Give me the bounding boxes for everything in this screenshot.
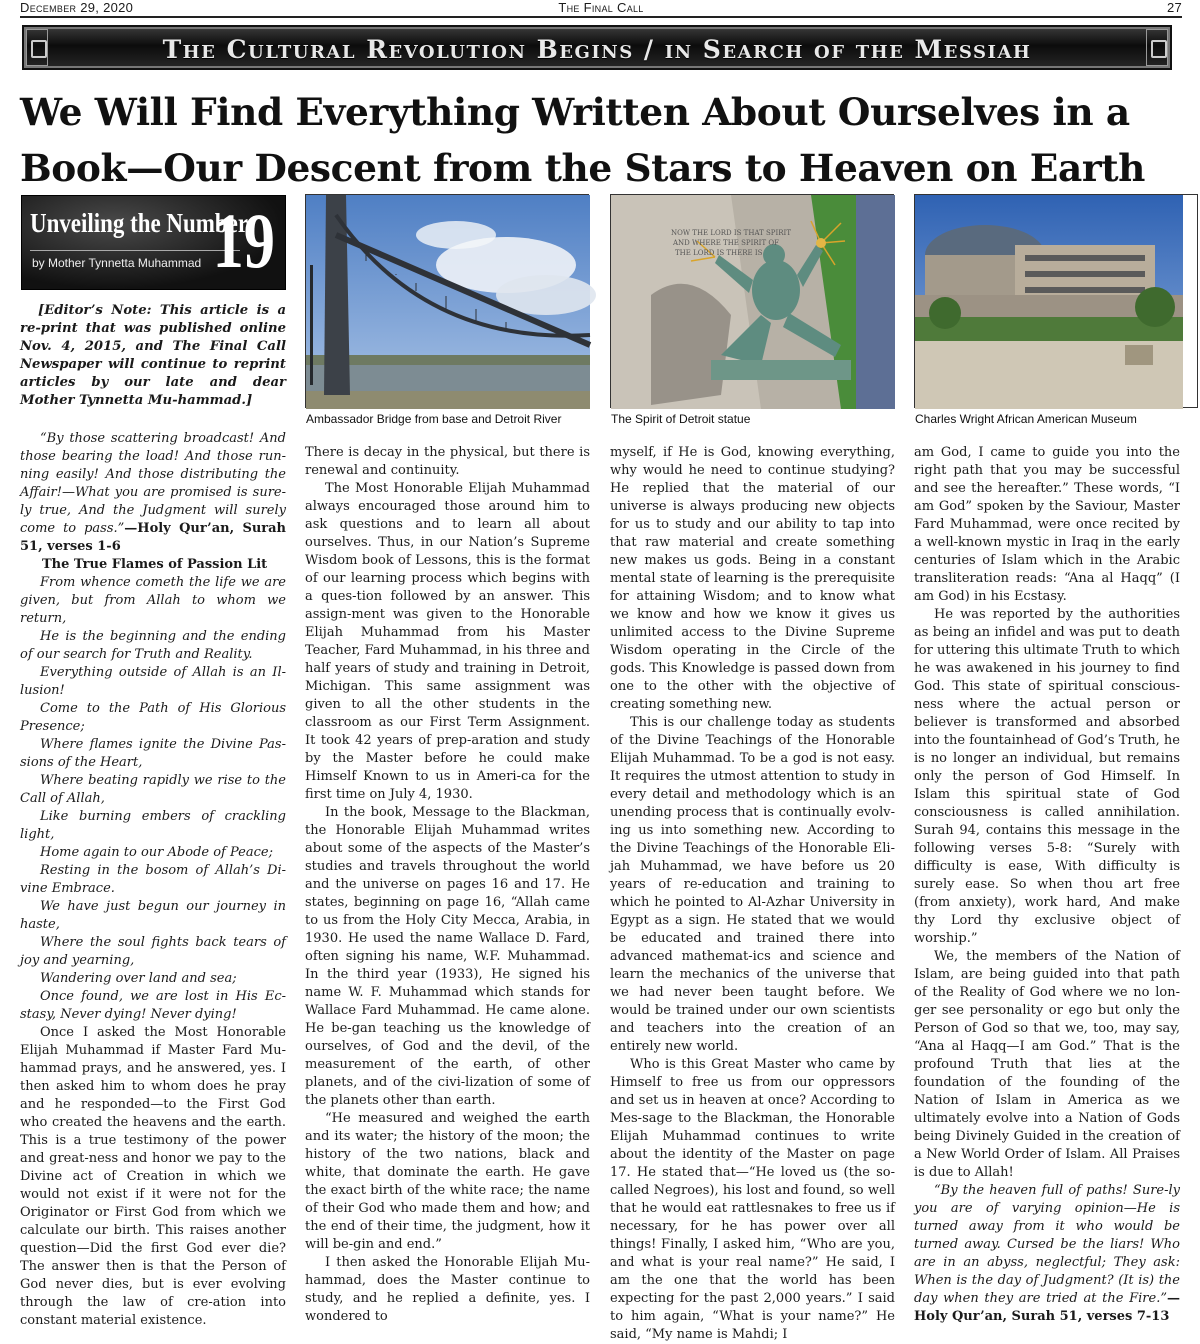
article-column-4 — [914, 444, 1180, 1326]
statue-photo-caption: The Spirit of Detroit statue — [611, 412, 751, 426]
closing-quote-source: —Holy Qur’an, Surah 51, verses 7-13 — [914, 1291, 1180, 1324]
opening-quote-source: —Holy Qur’an, Surah 51, verses 1-6 — [20, 521, 287, 554]
poem — [20, 574, 286, 1024]
poem-line: Resting in the bosom of Allah’s Di-vine Embrace. — [20, 863, 286, 896]
poem-line: Wandering over land and sea; — [40, 971, 237, 986]
newspaper-name: The Final Call — [558, 0, 644, 15]
poem-line: Home again to our Abode of Peace; — [40, 845, 273, 860]
body-paragraph: There is decay in the physical, but there is renewal and continuity. — [305, 445, 590, 478]
poem-line: Come to the Path of His Glorious Presence; — [20, 701, 286, 734]
svg-text:THE LORD IS THERE IS: THE LORD IS THERE IS — [675, 249, 763, 257]
poem-line: From whence cometh the life we are given, but from Allah to whom we return, — [20, 575, 286, 626]
body-paragraph: Who is this Great Master who came by Himself to free us from our oppressors and set us in heaven at once? According to Mes-sage to the Blackman, the Honorable Elijah Muhammad continues to write about the identity of the Master on page 17. He stated that—“He loved us (the so-called Negroes), his lost and found, so well that he would eat rattlesnakes to free us if necessary, for he has power over all things! Finally, I asked him, “Who are you, and what is your real name?” He said, I am the one that the world has been expecting for the past 2,000 years.” I said to him again, “What is your name?” He said, “My name is Mahdi; I — [610, 1057, 895, 1342]
closing-quote-text: “By the heaven full of paths! Sure-ly you are of varying opinion—He is turned away from it who would be turned away. Cursed be the liars! Who are in an abyss, neglectful; They ask: When is the day of Judgment? (It is) the day when they are tried at the Fire.” — [914, 1183, 1180, 1306]
body-paragraph: The Most Honorable Elijah Muhammad always encouraged those around him to ask questions and to learn all about ourselves. Thus, in our Nation’s Supreme Wisdom book of Lessons, this is the format of our learning process which begins with a ques-tion followed by an answer. This assign-ment was given to the Honorable Elijah Muhammad from his Master Teacher, Fard Muhammad, in his three and half years of study and training in Detroit, Michigan. This same assignment was given to all the other students in the classroom as our First Term Assignment. It took 42 years of prep-aration and study by the Master before he could make Himself Known to us in Ameri-ca for the first time on July 4, 1930. — [305, 481, 590, 802]
closing-quote — [914, 1182, 1180, 1326]
editors-note: [Editor’s Note: This article is a re-print that was published online Nov. 4, 2015, and The Final Call Newspaper will continue to reprint articles by our late and dear Mother Tynnetta Mu-hammad.] — [20, 303, 286, 408]
column-logo-title: Unveiling the Number — [30, 208, 249, 238]
article-column-2 — [305, 444, 590, 1326]
headline-line-2: Book—Our Descent from the Stars to Heaven on Earth — [20, 146, 1146, 190]
poem-line: Where the soul fights back tears of joy and yearning, — [20, 935, 286, 968]
page-folio — [20, 0, 1182, 18]
poem-line: He is the beginning and the ending of our search for Truth and Reality. — [20, 629, 286, 662]
body-paragraph: We, the members of the Nation of Islam, are being guided into that path of the Reality of God where we no lon-ger see personality or ego but only the Person of God so that we, too, may say, “Ana al Haqq—I am God.” That is the profound Truth that lies at the foundation of the founding of the Nation of Islam in America as we ultimately evolve into a Nation of Gods being Divinely Guided in the creation of a New World Order of Islam. All Praises is due to Allah! — [914, 949, 1180, 1180]
bridge-photo — [305, 194, 589, 408]
section-banner-title: The Cultural Revolution Begins / in Search of the Messiah — [162, 35, 1032, 64]
body-paragraph: He was reported by the authorities as being an infidel and was put to death for uttering this ultimate Truth to which he was awakened in his journey to find God. This state of spiritual conscious-ness where the actual person or believer is transformed and absorbed into the fountainhead of God’s Truth, he is no longer an individual, but remains only the person of God Himself. In Islam this spiritual state of God consciousness is called annihilation. Surah 94, contains this message in the following verses 5-8: “Surely with difficulty is ease, With difficulty is surely ease. So when thou art free (from anxiety), work hard, And make thy Lord thy exclusive object of worship.” — [914, 607, 1180, 946]
headline-line-1: We Will Find Everything Written About Ourselves in a — [20, 90, 1130, 134]
body-paragraph: Once I asked the Most Honorable Elijah Muhammad if Master Fard Mu-hammad prays, and he answered, yes. I then asked him to whom does he pray and he responded—to the First God who created the heavens and the earth. This is a true testimony of the power and great-ness and honor we pay to the Divine act of Creation in which we would not exist if it were not for the Originator or First God from which we calculate our birth. This raises another question—Did the first God ever die? The answer then is that the Person of God never dies, but is ever evolving through the law of cre-ation into constant material existence. — [20, 1025, 286, 1328]
poem-line: Everything outside of Allah is an Il-lusion! — [20, 665, 286, 698]
column-logo — [21, 195, 286, 290]
svg-text:NOW THE LORD IS THAT SPIRIT: NOW THE LORD IS THAT SPIRIT — [671, 229, 791, 237]
column-logo-byline: by Mother Tynnetta Muhammad — [32, 256, 202, 270]
opening-quote-text: “By those scattering broadcast! And those bearing the load! And those run-ning easily! And those distributing the Affair!—What you are promised is sure-ly true, And the Judgment will surely come to pass.” — [20, 431, 286, 536]
body-paragraph: I then asked the Honorable Elijah Mu-hammad, does the Master continue to study, and he replied a definite, yes. I wondered to — [305, 1255, 590, 1324]
subhead: The True Flames of Passion Lit — [42, 557, 268, 572]
poem-line: Where flames ignite the Divine Pas-sions of the Heart, — [20, 737, 286, 770]
section-banner — [22, 25, 1172, 70]
svg-text:AND WHERE THE SPIRIT OF: AND WHERE THE SPIRIT OF — [673, 239, 779, 247]
statue-photo — [610, 194, 894, 408]
museum-photo-caption: Charles Wright African American Museum — [915, 412, 1137, 426]
banner-ornament-icon — [26, 29, 48, 66]
bridge-photo-caption: Ambassador Bridge from base and Detroit River — [306, 412, 562, 426]
opening-quote — [20, 430, 286, 556]
column-logo-rule — [30, 250, 240, 251]
museum-photo — [914, 194, 1198, 408]
article-headline — [20, 84, 1185, 196]
poem-line: Once found, we are lost in His Ec-stasy, Never dying! Never dying! — [20, 989, 286, 1022]
article-column-3 — [610, 444, 895, 1344]
article-column-1 — [20, 302, 286, 1330]
poem-line: Like burning embers of crackling light, — [20, 809, 286, 842]
column-logo-number: 19 — [212, 197, 275, 284]
body-paragraph: am God, I came to guide you into the right path that you may be successful and see the hereafter.” These words, “I am God” spoken by the Saviour, Master Fard Muhammad, were once recited by a well-known mystic in Iraq in the early centuries of Islam which in the Arabic transliteration reads: “Ana al Haqq” (I am God) in his Ecstasy. — [914, 445, 1180, 604]
body-paragraph: In the book, Message to the Blackman, the Honorable Elijah Muhammad writes about some of the aspects of the Master’s studies and travels throughout the world and the universe on pages 16 and 17. He states, beginning on page 16, “Allah came to us from the Holy City Mecca, Arabia, in 1930. He used the name Wallace D. Fard, often signing his name, W.F. Muhammad. In the third year (1933), He signed his name W. F. Muhammad which stands for Wallace Fard Muhammad. He came alone. He be-gan teaching us the knowledge of ourselves, of God and the devil, of the measurement of the earth, of other planets, and of the civi-lization of some of the planets other than earth. — [305, 805, 590, 1108]
body-paragraph: This is our challenge today as students of the Divine Teachings of the Honorable Elijah Muhammad. To be a god is not easy. It requires the utmost attention to study in every detail and methodology which is an unending process that is continually evolv-ing us into something new. According to the Divine Teachings of the Honorable Eli-jah Muhammad, we have before us 20 years of re-education and training to which he pointed to Al-Azhar University in Egypt as a sign. He stated that we would be educated and trained there into advanced mathemat-ics and science and learn the mechanics of the universe that we had never been taught before. We would be trained under our own scientists and teachers into the creation of an entirely new world. — [610, 715, 895, 1054]
poem-line: We have just begun our journey in haste, — [20, 899, 286, 932]
body-paragraph: “He measured and weighed the earth and its water; the history of the moon; the history of the two nations, black and white, that dominate the earth. He gave the exact birth of the white race; the name of their God who made them and how; and the end of their time, the judgment, how it will be-gin and end.” — [305, 1111, 590, 1252]
page-number: 27 — [1166, 0, 1182, 15]
poem-line: Where beating rapidly we rise to the Call of Allah, — [20, 773, 286, 806]
body-paragraph: myself, if He is God, knowing everything, why would he need to continue studying? He replied that the material of our universe is always producing new objects for us to study and our ability to tap into that raw material and create something new makes us gods. Being in a constant mental state of learning is the prerequisite for attaining Wisdom; and to know what we know and how we know it gives us unlimited access to the Divine Supreme Wisdom operating in the Circle of the gods. This Knowledge is passed down from one to the other with the objective of creating something new. — [610, 445, 895, 712]
banner-ornament-icon — [1146, 29, 1168, 66]
issue-date: December 29, 2020 — [20, 0, 134, 15]
